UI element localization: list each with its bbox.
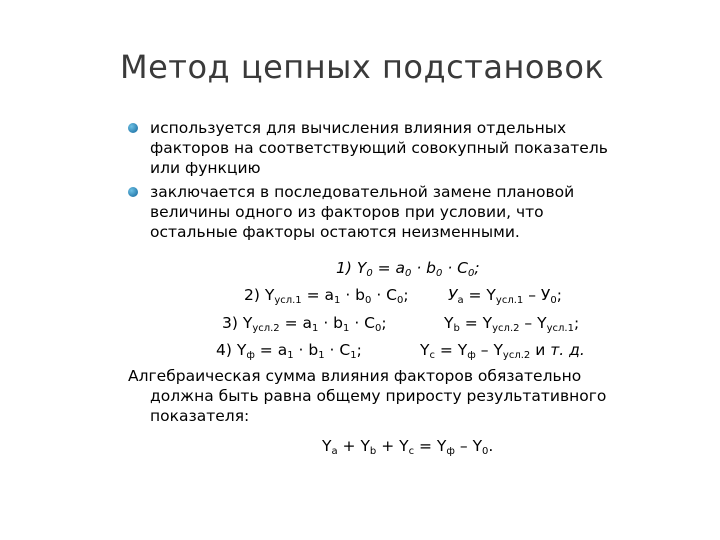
formula-subscript: 0	[482, 446, 489, 457]
formula-text: – Y	[454, 437, 483, 455]
formula-subscript: 0	[405, 268, 412, 279]
formula-subscript: 1	[334, 295, 341, 306]
formula-text: ;	[573, 314, 580, 332]
formula-subscript: 0	[436, 268, 443, 279]
formula-text: У	[448, 286, 458, 304]
formula-text: · b	[318, 314, 344, 332]
formula-text: = а	[254, 341, 288, 359]
bullet-line: заключается в последовательной замене плановой	[150, 183, 575, 201]
bullet-line: используется для вычисления влияния отдельных	[150, 119, 567, 137]
formula-text: .	[488, 437, 494, 455]
formula-subscript: ф	[467, 350, 476, 361]
formula-text: – Y	[519, 314, 547, 332]
conclusion-paragraph	[128, 366, 606, 426]
formula-text: и	[530, 341, 551, 359]
formula-subscript: 0	[365, 295, 372, 306]
conclusion-line: должна быть равна общему приросту результативного	[150, 387, 607, 405]
conclusion-line: показателя:	[150, 407, 250, 425]
formula-text: + Y	[337, 437, 370, 455]
formula-subscript: 1	[318, 350, 325, 361]
formula-subscript: ф	[246, 350, 255, 361]
formula-2-delta	[448, 285, 562, 305]
formula-subscript: a	[331, 446, 338, 457]
bullet-item	[150, 182, 574, 242]
formula-text: = Y	[434, 341, 468, 359]
bullet-line: или функцию	[150, 159, 261, 177]
sum-formula	[322, 436, 493, 456]
formula-subscript: ф	[446, 446, 455, 457]
formula-subscript: 0	[550, 295, 557, 306]
bullet-line: остальные факторы остаются неизменными.	[150, 223, 520, 241]
formula-subscript: b	[453, 323, 460, 334]
formula-text: = а	[279, 314, 313, 332]
slide-title: Метод цепных подстановок	[120, 48, 605, 86]
formula-subscript: 0	[366, 268, 373, 279]
formula-subscript: b	[369, 446, 377, 457]
formula-text: + Y	[376, 437, 409, 455]
formula-text: = а	[372, 259, 406, 277]
formula-text: Y	[356, 259, 367, 277]
formula-subscript: 1	[287, 350, 294, 361]
formula-subscript: усл.1	[274, 295, 302, 306]
bullet-marker-icon	[128, 187, 138, 197]
formula-text: – Y	[475, 341, 503, 359]
formula-text: – У	[523, 286, 551, 304]
formula-subscript: c	[429, 350, 435, 361]
formula-text: · b	[340, 286, 366, 304]
bullet-line: факторов на соответствующий совокупный показатель	[150, 139, 608, 157]
formula-text: = Y	[414, 437, 447, 455]
formula-text: · C	[349, 314, 375, 332]
conclusion-line: Алгебраическая сумма влияния факторов обязательно	[128, 367, 582, 385]
formula-text: ;	[474, 259, 480, 277]
formula-text: т. д.	[550, 341, 585, 359]
bullet-line: величины одного из факторов при условии, что	[150, 203, 544, 221]
formula-text: = а	[301, 286, 335, 304]
bullet-item	[150, 118, 608, 178]
formula-subscript: 1	[350, 350, 357, 361]
formula-number: 4) Y	[216, 341, 247, 359]
formula-3-delta	[444, 313, 579, 333]
formula-4	[216, 340, 362, 360]
formula-text: · C	[371, 286, 397, 304]
formula-number: 1)	[336, 259, 357, 277]
formula-text: ;	[403, 286, 409, 304]
formula-text: = Y	[463, 286, 496, 304]
formula-subscript: усл.2	[502, 350, 531, 361]
formula-text: · b	[411, 259, 437, 277]
formula-text: ;	[356, 341, 362, 359]
formula-subscript: 0	[468, 268, 475, 279]
formula-text: · C	[324, 341, 351, 359]
formula-number: 2) Y	[244, 286, 275, 304]
formula-text: ;	[556, 286, 562, 304]
formula-2	[244, 285, 409, 305]
formula-subscript: усл.2	[492, 323, 520, 334]
formula-text: Y	[420, 341, 430, 359]
formula-3	[222, 313, 387, 333]
formula-subscript: 1	[343, 323, 350, 334]
formula-subscript: 0	[375, 323, 382, 334]
formula-subscript: 1	[312, 323, 319, 334]
formula-subscript: усл.1	[495, 295, 524, 306]
formula-text: · b	[293, 341, 319, 359]
formula-subscript: 0	[397, 295, 404, 306]
formula-4-delta	[420, 340, 585, 360]
formula-subscript: усл.2	[252, 323, 280, 334]
formula-text: Y	[444, 314, 454, 332]
formula-text: = Y	[459, 314, 493, 332]
formula-1	[336, 258, 480, 278]
formula-text: · C	[442, 259, 469, 277]
formula-number: 3) Y	[222, 314, 253, 332]
formula-subscript: a	[457, 295, 464, 306]
formula-subscript: c	[408, 446, 415, 457]
formula-subscript: усл.1	[546, 323, 574, 334]
formula-text: ;	[381, 314, 387, 332]
formula-text: Y	[322, 437, 332, 455]
bullet-marker-icon	[128, 123, 138, 133]
